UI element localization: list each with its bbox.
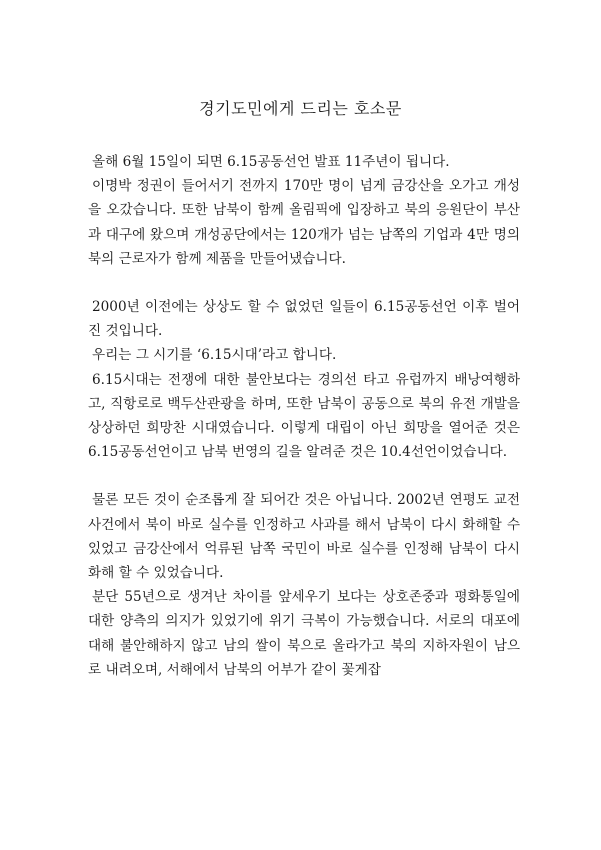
- paragraph-spacer: [88, 464, 520, 488]
- paragraph: 물론 모든 것이 순조롭게 잘 되어간 것은 아닙니다. 2002년 연평도 교전 사건에서 북이 바로 실수를 인정하고 사과를 해서 남북이 다시 화해할 수 있었고 금강산에서 억류된 남쪽 국민이 바로 실수를 인정해 남북이 다시 화해 할 수 있었습니다.: [88, 492, 520, 582]
- paragraph: 6.15시대는 전쟁에 대한 불안보다는 경의선 타고 유럽까지 배낭여행하고, 직항로로 백두산관광을 하며, 또한 남북이 공동으로 북의 유전 개발을 상상하던 희망찬 시대였습니다. 이렇게 대립이 아닌 희망을 열어준 것은 6.15공동선언이고 남북 번영의 길을 알려준 것은 10.4선언이었습니다.: [88, 371, 520, 461]
- paragraph: 이명박 정권이 들어서기 전까지 170만 명이 넘게 금강산을 오가고 개성을 오갔습니다. 또한 남북이 함께 올림픽에 입장하고 북의 응원단이 부산과 대구에 왔으며 개성공단에서는 120개가 넘는 남쪽의 기업과 4만 명의 북의 근로자가 함께 제품을 만들어냈습니다.: [88, 178, 520, 267]
- paragraph: 우리는 그 시기를 ‘6.15시대’라고 합니다.: [92, 347, 337, 364]
- paragraph: 분단 55년으로 생겨난 차이를 앞세우기 보다는 상호존중과 평화통일에 대한 양측의 의지가 있었기에 위기 극복이 가능했습니다. 서로의 대포에 대해 불안해하지 않고 남의 쌀이 북으로 올라가고 북의 지하자원이 남으로 내려오며, 서해에서 남북의 어부가 같이 꽃게잡: [88, 589, 520, 678]
- document-title: 경기도민에게 드리는 호소문: [199, 99, 402, 118]
- document-body: [88, 150, 520, 682]
- paragraph: 올해 6월 15일이 되면 6.15공동선언 발표 11주년이 됩니다.: [92, 154, 450, 170]
- paragraph-spacer: [88, 271, 520, 295]
- paragraph: 2000년 이전에는 상상도 할 수 없었던 일들이 6.15공동선언 이후 벌어진 것입니다.: [88, 299, 520, 340]
